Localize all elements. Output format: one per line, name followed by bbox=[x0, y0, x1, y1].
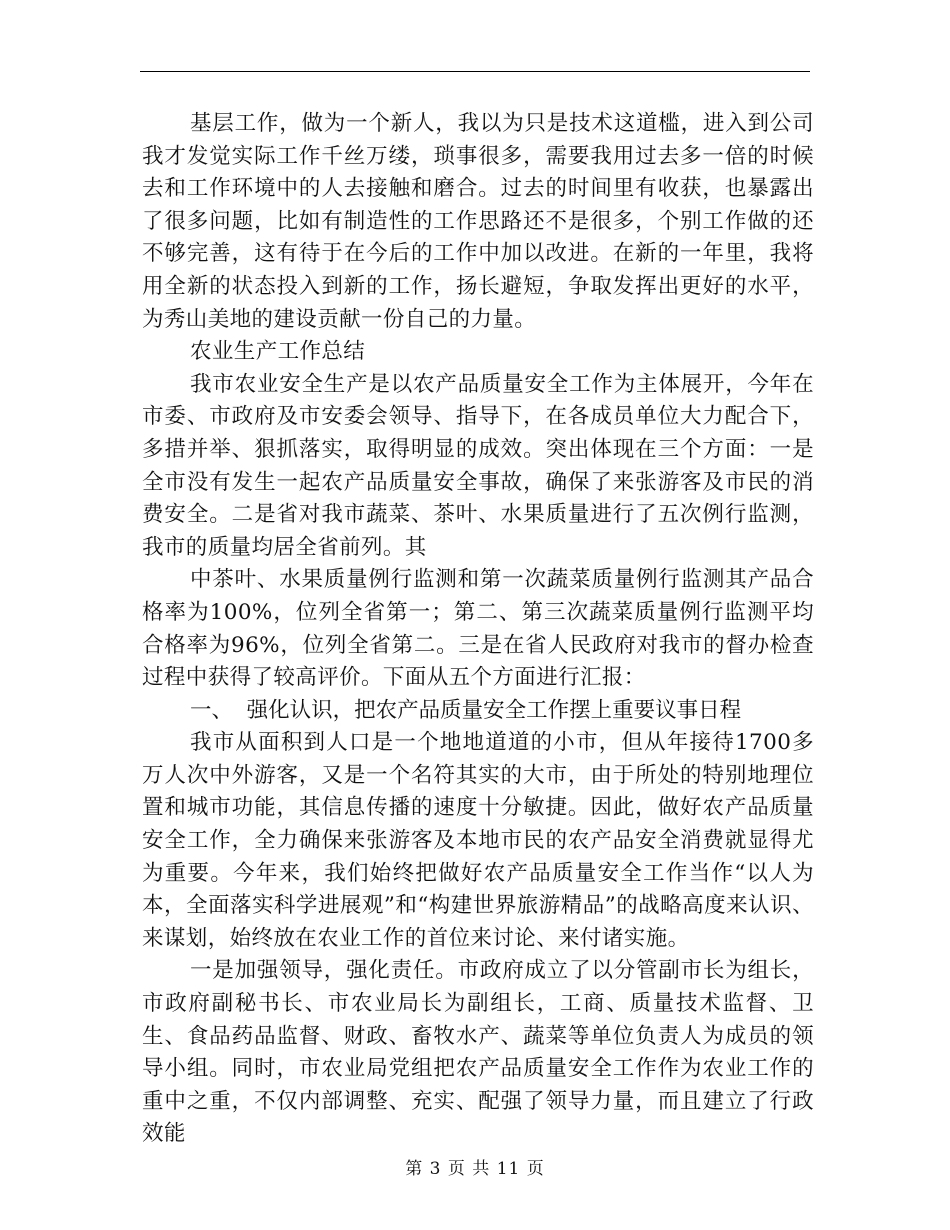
paragraph-intro: 基层工作，做为一个新人，我以为只是技术这道槛，进入到公司我才发觉实际工作千丝万缕，琐事很多，需要我用过去多一倍的时候去和工作环境中的人去接触和磨合。过去的时间里有收获，也暴露出了很多问题，比如有制造性的工作思路还不是很多，个别工作做的还不够完善，这有待于在今后的工作中加以改进。在新的一年里，我将用全新的状态投入到新的工作，扬长避短，争取发挥出更好的水平，为秀山美地的建设贡献一份自己的力量。 bbox=[142, 111, 814, 332]
document-body bbox=[142, 108, 814, 1151]
header-rule bbox=[140, 71, 810, 72]
paragraph-results: 中茶叶、水果质量例行监测和第一次蔬菜质量例行监测其产品合格率为100%，位列全省第一；第二、第三次蔬菜质量例行监测平均合格率为96%，位列全省第二。三是在省人民政府对我市的督办检查过程中获得了较高评价。下面从五个方面进行汇报： bbox=[142, 567, 814, 691]
section-title: 农业生产工作总结 bbox=[190, 339, 366, 365]
section-heading-1: 一、 强化认识，把农产品质量安全工作摆上重要议事日程 bbox=[190, 697, 742, 723]
paragraph-leadership: 一是加强领导，强化责任。市政府成立了以分管副市长为组长，市政府副秘书长、市农业局长为副组长，工商、质量技术监督、卫生、食品药品监督、财政、畜牧水产、蔬菜等单位负责人为成员的领导小组。同时，市农业局党组把农产品质量安全工作作为农业工作的重中之重，不仅内部调整、充实、配强了领导力量，而且建立了行政效能 bbox=[142, 958, 814, 1147]
paragraph-awareness: 我市从面积到人口是一个地地道道的小市，但从年接待1700多万人次中外游客，又是一个名符其实的大市，由于所处的特别地理位置和城市功能，其信息传播的速度十分敏捷。因此，做好农产品质量安全工作，全力确保来张游客及本地市民的农产品安全消费就显得尤为重要。今年来，我们始终把做好农产品质量安全工作当作“以人为本，全面落实科学进展观”和“构建世界旅游精品”的战略高度来认识、来谋划，始终放在农业工作的首位来讨论、来付诸实施。 bbox=[142, 730, 814, 951]
paragraph-summary: 我市农业安全生产是以农产品质量安全工作为主体展开，今年在市委、市政府及市安委会领导、指导下，在各成员单位大力配合下，多措并举、狠抓落实，取得明显的成效。突出体现在三个方面：一是全市没有发生一起农产品质量安全事故，确保了来张游客及市民的消费安全。二是省对我市蔬菜、茶叶、水果质量进行了五次例行监测，我市的质量均居全省前列。其 bbox=[142, 371, 814, 560]
page-footer: 第 3 页 共 11 页 bbox=[405, 1159, 545, 1179]
